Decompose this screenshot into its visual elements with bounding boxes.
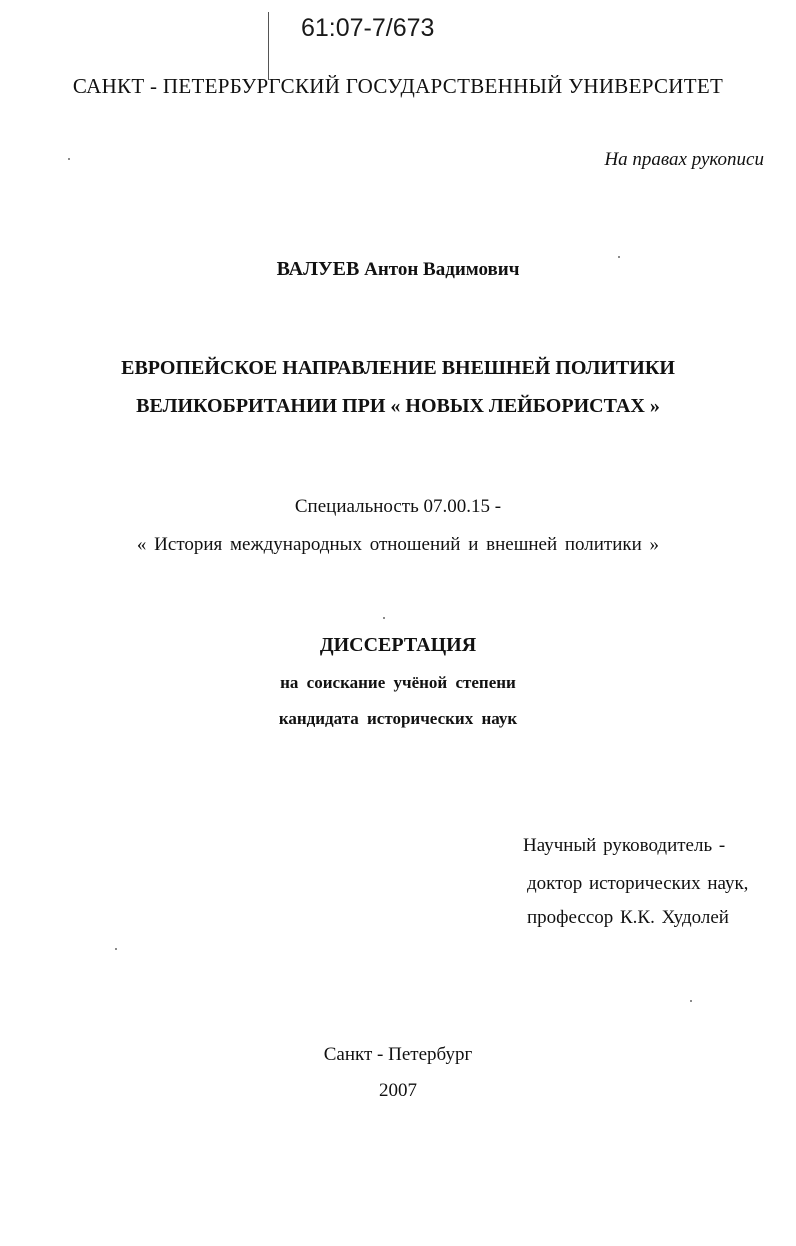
scan-margin-line [268,12,269,80]
advisor-degree: доктор исторических наук, [527,873,749,894]
specialty-name: « История международных отношений и внешней политики » [136,534,660,555]
advisor-role: Научный руководитель - [523,835,726,856]
author-name [0,258,796,281]
publication-year: 2007 [379,1080,417,1101]
scan-speck [115,948,117,950]
scan-speck [618,256,620,258]
publication-city: Санкт - Петербург [323,1044,473,1065]
author-surname: ВАЛУЕВ [276,258,360,280]
degree-name: кандидата исторических наук [278,709,518,728]
document-type-heading: ДИССЕРТАЦИЯ [319,634,477,656]
author-given-names: Антон Вадимович [364,259,520,280]
university-name: САНКТ - ПЕТЕРБУРГСКИЙ ГОСУДАРСТВЕННЫЙ УНИВЕРСИТЕТ [72,74,724,98]
thesis-title-line-1: ЕВРОПЕЙСКОЕ НАПРАВЛЕНИЕ ВНЕШНЕЙ ПОЛИТИКИ [121,357,675,379]
scan-speck [383,617,385,619]
manuscript-rights-note: На правах рукописи [604,149,764,170]
advisor-name: профессор К.К. Худолей [527,907,729,928]
scan-speck [68,158,70,160]
scan-speck [690,1000,692,1002]
degree-purpose: на соискание учёной степени [280,673,516,692]
archive-stamp-number: 61:07-7/673 [301,14,435,42]
thesis-title-line-2: ВЕЛИКОБРИТАНИИ ПРИ « НОВЫХ ЛЕЙБОРИСТАХ » [136,395,660,417]
specialty-code: Специальность 07.00.15 - [294,496,502,517]
